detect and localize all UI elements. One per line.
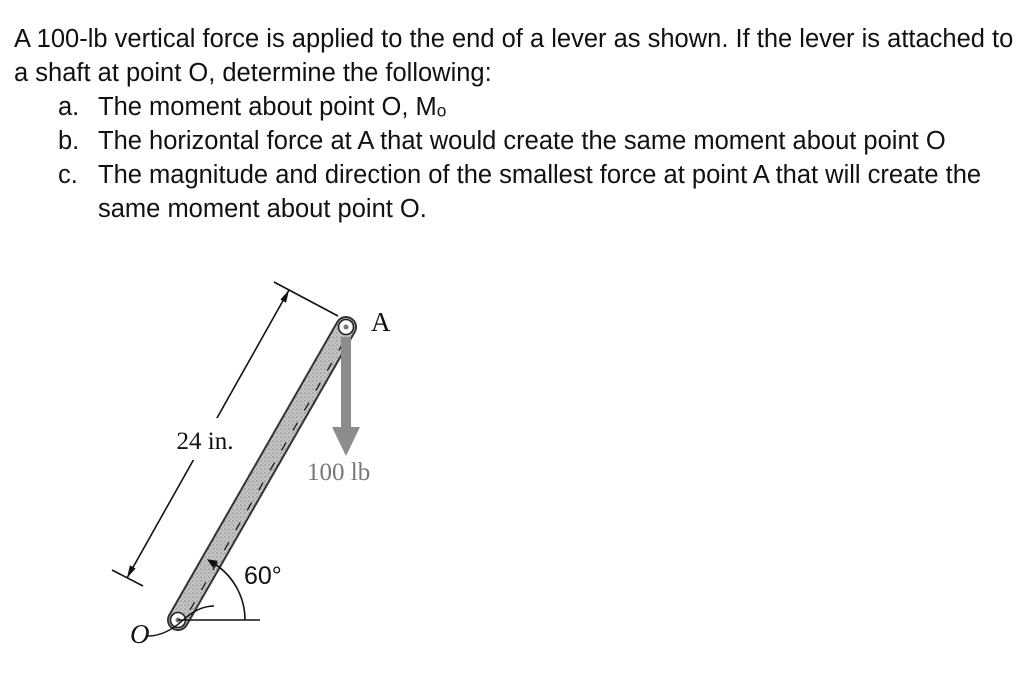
- part-b-text: The horizontal force at A that would create the same moment about point O: [98, 127, 946, 155]
- part-a-text: The moment about point O, Mₒ: [98, 93, 447, 121]
- problem-intro: A 100-lb vertical force is applied to the end of a lever as shown. If the lever is attached to a shaft at point O, determine the following:: [14, 25, 1014, 87]
- force-label: 100 lb: [307, 459, 371, 486]
- pin-a: [339, 320, 354, 335]
- part-c-text: The magnitude and direction of the smallest force at point A that will create the same moment about point O.: [98, 161, 982, 223]
- point-a-label: A: [371, 307, 391, 337]
- point-o-label: O: [130, 619, 150, 649]
- angle-label: 60°: [244, 562, 282, 590]
- part-a-marker: a.: [58, 93, 80, 121]
- part-b-marker: b.: [58, 127, 80, 155]
- length-label: 24 in.: [176, 428, 234, 455]
- part-c-marker: c.: [58, 161, 78, 189]
